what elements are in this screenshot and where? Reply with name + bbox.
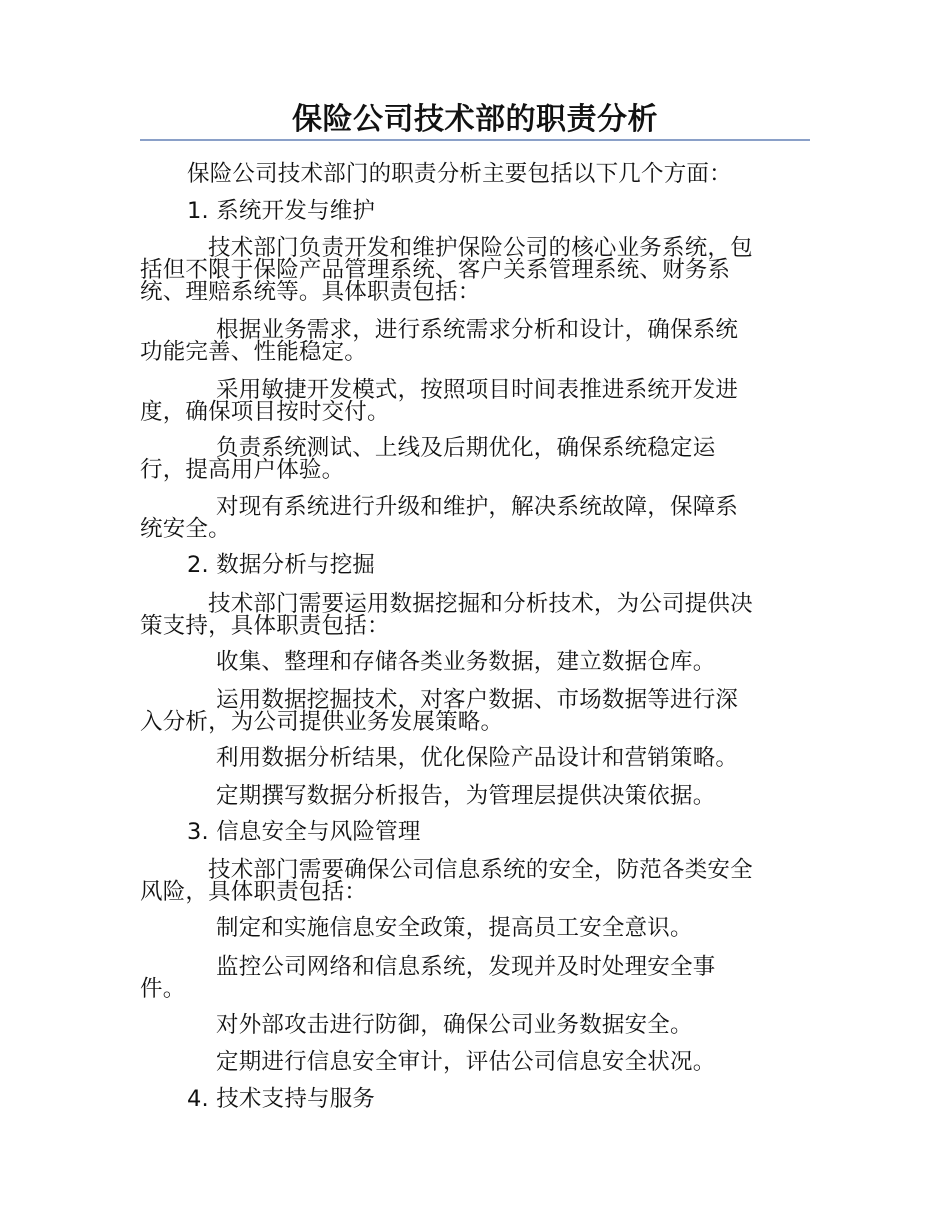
section-desc-line: 风险，具体职责包括： <box>140 879 368 905</box>
list-item-line: 采用敏捷开发模式，按照项目时间表推进系统开发进 <box>216 377 739 403</box>
section-desc-line: 括但不限于保险产品管理系统、客户关系管理系统、财务系 <box>140 257 731 283</box>
list-item-line: 件。 <box>140 976 186 1002</box>
section-desc-line: 技术部门需要确保公司信息系统的安全，防范各类安全 <box>208 857 753 883</box>
list-item-line: 制定和实施信息安全政策，提高员工安全意识。 <box>216 915 693 941</box>
section-desc-line: 技术部门需要运用数据挖掘和分析技术，为公司提供决 <box>208 591 753 617</box>
section-heading: 4. 技术支持与服务 <box>187 1086 376 1112</box>
list-item-line: 定期进行信息安全审计，评估公司信息安全状况。 <box>216 1049 716 1075</box>
section-desc-line: 技术部门负责开发和维护保险公司的核心业务系统，包 <box>208 235 753 261</box>
section-heading: 2. 数据分析与挖掘 <box>187 552 376 578</box>
list-item-line: 负责系统测试、上线及后期优化，确保系统稳定运 <box>216 435 716 461</box>
list-item-line: 行，提高用户体验。 <box>140 457 345 483</box>
list-item-line: 定期撰写数据分析报告，为管理层提供决策依据。 <box>216 783 716 809</box>
section-desc-line: 策支持，具体职责包括： <box>140 613 390 639</box>
document-title: 保险公司技术部的职责分析 <box>292 102 658 137</box>
list-item-line: 根据业务需求，进行系统需求分析和设计，确保系统 <box>216 317 739 343</box>
list-item-line: 利用数据分析结果，优化保险产品设计和营销策略。 <box>216 745 739 771</box>
list-item-line: 监控公司网络和信息系统，发现并及时处理安全事 <box>216 954 716 980</box>
section-heading: 1. 系统开发与维护 <box>187 198 376 224</box>
title-underline <box>140 139 810 141</box>
section-heading: 3. 信息安全与风险管理 <box>187 819 421 845</box>
list-item-line: 入分析，为公司提供业务发展策略。 <box>140 709 504 735</box>
list-item-line: 运用数据挖掘技术，对客户数据、市场数据等进行深 <box>216 687 739 713</box>
list-item-line: 对现有系统进行升级和维护，解决系统故障，保障系 <box>216 494 739 520</box>
section-desc-line: 统、理赔系统等。具体职责包括： <box>140 279 481 305</box>
list-item-line: 对外部攻击进行防御，确保公司业务数据安全。 <box>216 1012 693 1038</box>
intro-paragraph: 保险公司技术部门的职责分析主要包括以下几个方面： <box>187 161 732 187</box>
list-item-line: 功能完善、性能稳定。 <box>140 339 368 365</box>
list-item-line: 统安全。 <box>140 516 231 542</box>
list-item-line: 收集、整理和存储各类业务数据，建立数据仓库。 <box>216 649 716 675</box>
list-item-line: 度，确保项目按时交付。 <box>140 399 390 425</box>
